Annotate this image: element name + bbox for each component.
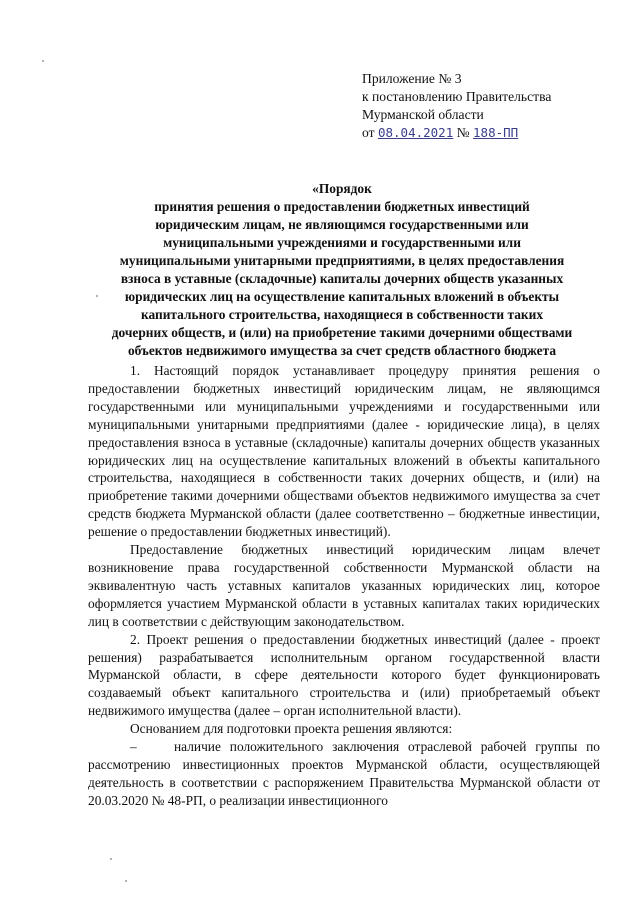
- resolution-date: 08.04.2021: [377, 125, 454, 140]
- paragraph-3: 2. Проект решения о предоставлении бюджетных инвестиций (далее - проект решения) разрабатывается исполнительным органом государственной власти Мурманской области, в сфере деятельности которого будет функционировать создаваемый объект капитального строительства и (или) приобретаемый объект недвижимого имущества (далее – орган исполнительной власти).: [88, 631, 600, 719]
- list-item: [88, 738, 600, 810]
- scan-speck: [96, 295, 98, 297]
- title-line: принятия решения о предоставлении бюджетных инвестиций: [154, 199, 530, 214]
- appendix-header: [362, 70, 622, 142]
- document-title: [82, 180, 602, 360]
- appendix-number: Приложение № 3: [362, 71, 462, 86]
- title-line: «Порядок: [312, 181, 372, 196]
- resolution-number: 188-ПП: [473, 125, 519, 140]
- number-sign: №: [456, 125, 470, 140]
- appendix-region: Мурманской области: [362, 107, 484, 122]
- scan-speck: [110, 858, 112, 860]
- title-line: муниципальными унитарными предприятиями, в целях предоставления: [119, 253, 565, 268]
- title-line: объектов недвижимого имущества за счет средств областного бюджета: [127, 343, 557, 358]
- paragraph-2: Предоставление бюджетных инвестиций юридическим лицам влечет возникновение права государственной собственности Мурманской области на эквивалентную часть уставных капиталов указанных юридических лиц, которое оформляется участием Мурманской области в уставных капиталах таких юридических лиц в соответствии с действующим законодательством.: [88, 542, 600, 629]
- appendix-date-line: [362, 124, 622, 142]
- date-prefix: от: [362, 125, 375, 140]
- list-dash: –: [130, 739, 137, 755]
- document-body: [88, 362, 600, 810]
- paragraph-1: 1. Настоящий порядок устанавливает процедуру принятия решения о предоставлении бюджетных инвестиций юридическим лицам, не являющимся государственными или муниципальными учреждениями и государственными или муниципальными унитарными предприятиями (далее - юридические лица), в целях предоставления взноса в уставные (складочные) капиталы дочерних обществ указанных юридических лиц на осуществление капитальных вложений в объекты капитального строительства, находящиеся в собственности таких дочерних обществ, и (или) на приобретение такими дочерними обществами объектов недвижимого имущества за счет средств бюджета Мурманской области (далее соответственно – бюджетные инвестиции, решение о предоставлении бюджетных инвестиций).: [88, 363, 600, 540]
- title-line: взноса в уставные (складочные) капиталы дочерних обществ указанных: [120, 271, 564, 286]
- title-line: юридических лиц на осуществление капитальных вложений в объекты: [124, 289, 560, 304]
- title-line: муниципальными учреждениями и государственными или: [163, 235, 521, 250]
- list-item-text: наличие положительного заключения отраслевой рабочей группы по рассмотрению инвестиционных проектов Мурманской области, осуществляющей деятельность в соответствии с распоряжением Правительства Мурманской области от 20.03.2020 № 48-РП, о реализации инвестиционного: [88, 739, 600, 808]
- title-line: дочерних обществ, и (или) на приобретение такими дочерними обществами: [111, 325, 573, 340]
- scan-speck: [42, 60, 44, 62]
- title-line: юридическим лицам, не являющимся государственными или: [155, 217, 529, 232]
- scan-speck: [125, 880, 127, 882]
- title-line: капитального строительства, находящиеся в собственности таких: [140, 307, 544, 322]
- appendix-reference: к постановлению Правительства: [362, 89, 552, 104]
- paragraph-4: Основанием для подготовки проекта решения являются:: [130, 721, 453, 737]
